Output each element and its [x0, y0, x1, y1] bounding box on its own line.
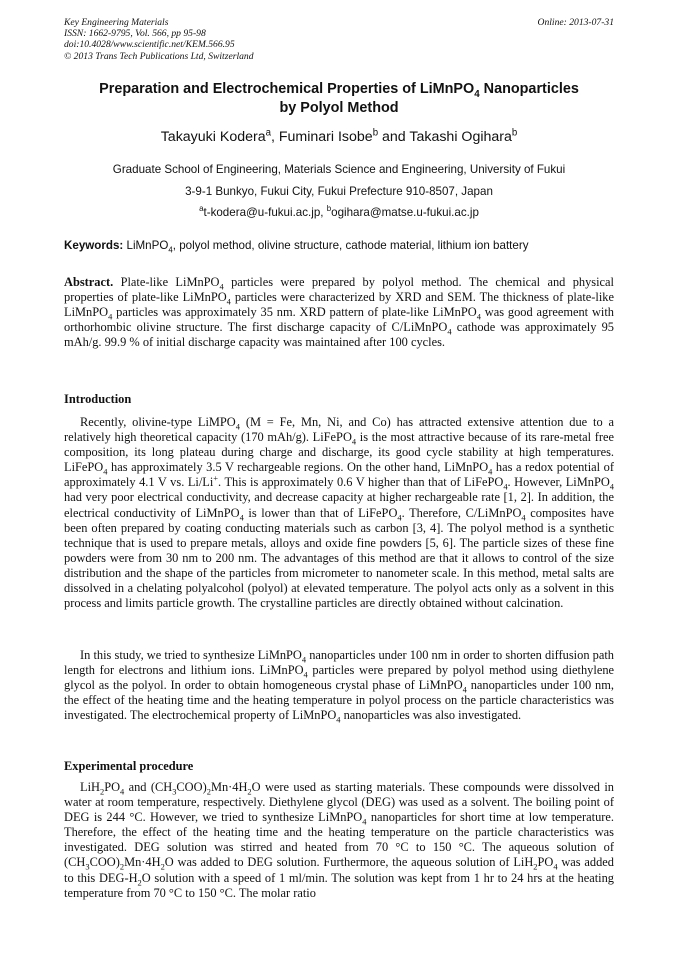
- author-list: Takayuki Kodera$^a$, Fuminari Isobe$^b$ and Takashi Ogihara$^b$: [160, 127, 518, 145]
- online-date: Online: 2013-07-31: [537, 17, 614, 28]
- introduction-paragraph-2: In this study, we tried to synthesize LiMnPO$_4$ nanoparticles under 100 nm in order to shorten diffusion path length for electrons and lithium ions. LiMnPO$_4$ particles were prepared by polyol method using diethylene glycol as the polyol. In order to obtain homogeneous crystal phase of LiMnPO$_4$ nanoparticles under 100 nm, the effect of the heating time and the heating temperature in polyol process on the particle characteristics was investigated. The electrochemical property of LiMnPO$_4$ nanoparticles was also investigated.: [64, 648, 615, 725]
- address-line: 3-9-1 Bunkyo, Fukui City, Fukui Prefecture 910-8507, Japan: [185, 185, 493, 198]
- journal-name: Key Engineering Materials: [64, 17, 169, 28]
- paper-title: Preparation and Electrochemical Properties of LiMnPO$_4$ Nanoparticles by Polyol Method: [99, 81, 579, 116]
- affiliation-line: Graduate School of Engineering, Materials Science and Engineering, University of Fukui: [112, 163, 566, 176]
- introduction-heading: Introduction: [64, 392, 132, 406]
- doi-line: doi:10.4028/www.scientific.net/KEM.566.95: [64, 39, 235, 51]
- experimental-heading: Experimental procedure: [64, 759, 194, 773]
- experimental-paragraph: $LiH_2PO_4$ and $(CH_3COO)_2Mn\cdot 4H_2O$ were used as starting materials. These compounds were dissolved in water at room temperature, respectively. Diethylene glycol (DEG) was used as a solvent. The boiling point of DEG is 244 °C. However, we tried to synthesize LiMnPO$_4$ nanoparticles for short time at low temperature. Therefore, the effect of the heating time and the heating temperature on the particle characteristics was investigated. DEG solution was stirred and heated from 70 °C to 150 °C. The aqueous solution of $(CH_3COO)_2Mn\cdot 4H_2O$ was added to DEG solution. Furthermore, the aqueous solution of $LiH_2PO_4$ was added to this DEG-$H_2O$ solution with a speed of 1 ml/min. The solution was kept from 1 hr to 24 hrs at the heating temperature from 70 °C to 150 °C. The molar ratio: [64, 780, 614, 900]
- abstract: Abstract. Plate-like LiMnPO$_4$ particles were prepared by polyol method. The chemical and physical properties of plate-like LiMnPO$_4$ particles were characterized by XRD and SEM. The thickness of plate-like LiMnPO$_4$ particles was approximately 35 nm. XRD pattern of plate-like LiMnPO$_4$ was good agreement with orthorhombic olivine structure. The first discharge capacity of C/LiMnPO$_4$ cathode was approximately 95 mAh/g. 99.9 % of initial discharge capacity was maintained after 100 cycles.: [64, 275, 614, 350]
- keywords: Keywords: LiMnPO$_4$, polyol method, olivine structure, cathode material, lithium ion battery: [64, 239, 529, 255]
- email-line: $^a$t-kodera@u-fukui.ac.jp, $^b$ogihara@matse.u-fukui.ac.jp: [199, 204, 479, 219]
- introduction-paragraph-1: Recently, olivine-type LiMPO$_4$ (M = Fe, Mn, Ni, and Co) has attracted extensive attention due to a relatively high theoretical capacity (170 mAh/g). LiFePO$_4$ is the most attractive because of its rare-metal free composition, its long plateau during charge and discharge, its good cycle stability at high temperatures. LiFePO$_4$ has approximately 3.5 V rechargeable regions. On the other hand, LiMnPO$_4$ has a redox potential of approximately 4.1 V vs. Li/Li+. This is approximately 0.6 V higher than that of LiFePO$_4$. However, LiMnPO$_4$ had very poor electrical conductivity, and decrease capacity at higher rechargeable rate [1, 2]. In addition, the electrical conductivity of LiMnPO$_4$ is lower than that of LiFePO$_4$. Therefore, C/LiMnPO$_4$ composites have been often prepared by coating conducting materials such as carbon [3, 4]. The polyol method is a synthetic technique that is used to prepare metals, alloys and oxide fine powders [5, 6]. The particle sizes of these fine powders were from 30 nm to 200 nm. The advantages of this method are that it allows to control of the size distribution and the shape of the particles from micrometer to nanometer scale. In this method, metal salts are dissolved in a chelating polyalcohol (polyol) at elevated temperature. The polyol acts only as a solvent in this process and limits particle growth. The crystalline particles are directly obtained without calcination.: [64, 415, 615, 611]
- issn-line: ISSN: 1662-9795, Vol. 566, pp 95-98: [64, 28, 206, 40]
- copyright-line: © 2013 Trans Tech Publications Ltd, Switzerland: [64, 50, 254, 62]
- journal-header: [64, 17, 254, 62]
